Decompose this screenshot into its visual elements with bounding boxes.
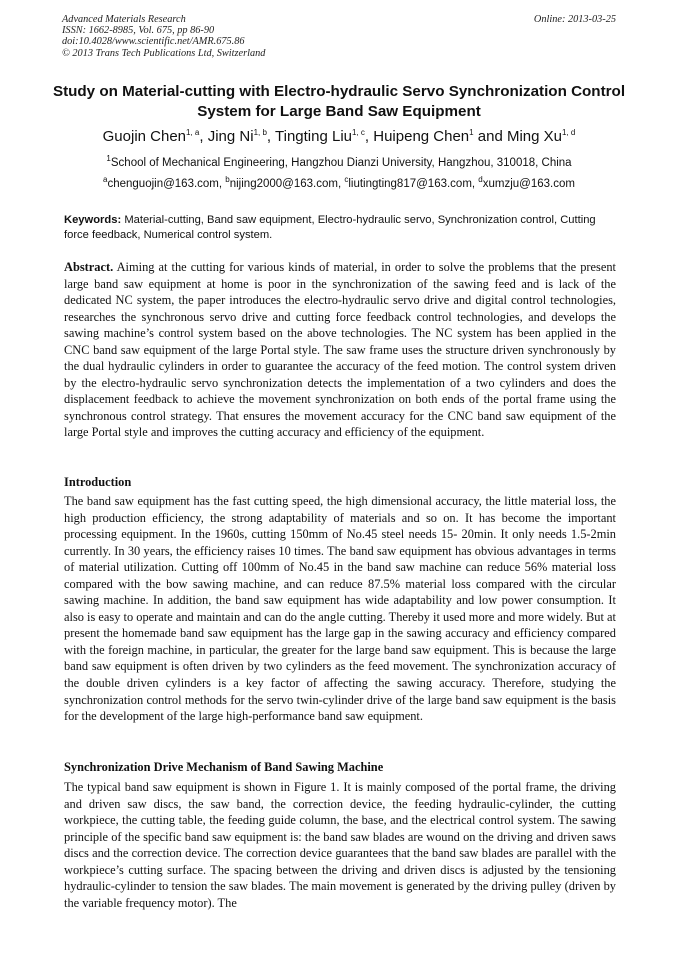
email-separator: , xyxy=(471,178,479,190)
author-name: Guojin Chen xyxy=(102,128,187,145)
author-superscript: 1, a xyxy=(186,128,200,137)
online-date: Online: 2013-03-25 xyxy=(533,14,616,25)
email-address: nijing2000@163.com xyxy=(229,178,338,190)
keywords-text: Material-cutting, Band saw equipment, Electro-hydraulic servo, Synchronization control, Cutting force feedback, Numerical control system. xyxy=(64,214,596,241)
keywords-label: Keywords: xyxy=(64,214,122,226)
keywords xyxy=(64,213,616,243)
journal-header xyxy=(62,14,616,59)
copyright: © 2013 Trans Tech Publications Ltd, Switzerland xyxy=(62,47,266,59)
author-name: Huipeng Chen xyxy=(373,128,470,145)
synchronization-drive-paragraph: The typical band saw equipment is shown in Figure 1. It is mainly composed of the portal frame, the driving and driven saw discs, the saw band, the correction device, the feeding hydraulic-cylinder, the cutting workpiece, the cutting table, the feeding guide column, the base, and the electrical control system. The sawing principle of the specific band saw equipment is: the band saw blades are wound on the driving and driven saws discs and the correction device. The correction device guarantees that the band saw blades are parallel with the workpiece’s cutting surface. The spacing between the driving and driven discs is adjusted by the tensioning hydraulic-cylinder to tension the saw blades. The main movement is generated by the driving pulley (driven by the variable frequency motor). The xyxy=(64,780,616,910)
author-separator: , xyxy=(266,128,275,145)
affiliation-text: School of Mechanical Engineering, Hangzhou Dianzi University, Hangzhou, 310018, China xyxy=(110,157,572,169)
section-heading-introduction: Introduction xyxy=(64,475,132,489)
author-superscript: 1, d xyxy=(562,128,576,137)
section-heading-synchronization-drive: Synchronization Drive Mechanism of Band Sawing Machine xyxy=(64,760,384,774)
introduction-paragraph: The band saw equipment has the fast cutting speed, the high dimensional accuracy, the little material loss, the high production efficiency, the strong adaptability of materials and so on. It has become the important processing equipment. In the 1960s, cutting 150mm of No.45 steel needs 15- 20min. It only needs 1.5-2min currently. In 30 years, the efficiency raises 10 times. The band saw equipment has obvious advantages in terms of material utilization. Cutting off 100mm of No.45 in the band saw machine can reduce 56% material loss compared with the bow sawing machine, and can reduce 87.5% material loss compared with the circular sawing machine. In addition, the band saw equipment has wide adaptability and low power consumption. It also is easy to operate and maintain and can do the angle cutting. Thereby it used more and more widely. But at present the homemade band saw equipment has the large gap in the sawing accuracy and efficiency compared with the foreign machine, in particular, the greater for the large band saw equipment. This is because the large band saw equipment is often driven by two cylinders as the feed movement. The synchronization accuracy of the double driven cylinders is a key factor of affecting the sawing accuracy. Therefore, studying the synchronization control methods for the servo twin-cylinder drive of the large band saw equipment is the basis for the development of the large high-performance band saw equipment. xyxy=(64,494,616,724)
author-superscript: 1, b xyxy=(253,128,267,137)
author-name: Tingting Liu xyxy=(275,128,352,145)
email-superscript: b xyxy=(225,175,230,185)
email-superscript: a xyxy=(103,175,108,185)
abstract xyxy=(64,259,616,441)
email-list xyxy=(40,176,638,192)
doi: doi:10.4028/www.scientific.net/AMR.675.86 xyxy=(62,36,245,48)
author-list xyxy=(40,128,638,146)
author-separator: and xyxy=(473,128,507,145)
email-address: liutingting817@163.com xyxy=(348,178,472,190)
author-separator: , xyxy=(364,128,374,145)
author-name: Ming Xu xyxy=(506,128,563,145)
issn: ISSN: 1662-8985, Vol. 675, pp 86-90 xyxy=(62,25,215,37)
abstract-text: Aiming at the cutting for various kinds of material, in order to solve the problems that the present large band saw equipment at home is poor in the synchronization of the sawing feed and is lack of the dedicated NC system, the paper introduces the electro-hydraulic servo drive and digital control technologies, researches the synchronous servo drive and cutting force feedback control technologies, and develops the sawing machine’s control system based on the above technologies. The NC system has been applied in the CNC band saw equipment of the large Portal style. The saw frame uses the structure driven synchronously by the dual hydraulic cylinders in order to guarantee the accuracy of the feed motion. The control system driven by the electro-hydraulic servo synchronization detects the implementation of a two cylinders and does the displacement feedback to achieve the movement synchronization on both ends of the portal frame using the synchronous control strategy. That ensures the movement accuracy for the CNC band saw equipment of the large Portal style and improves the cutting accuracy and efficiency of the equipment. xyxy=(64,260,616,440)
email-separator: , xyxy=(337,178,345,190)
abstract-label: Abstract. xyxy=(64,260,114,274)
journal-name: Advanced Materials Research xyxy=(62,14,186,25)
email-separator: , xyxy=(218,178,226,190)
email-address: chenguojin@163.com xyxy=(107,178,219,190)
email-address: xumzju@163.com xyxy=(482,178,575,190)
author-separator: , xyxy=(199,128,208,145)
paper-title: Study on Material-cutting with Electro-hydraulic Servo Synchronization Control System for Large Band Saw Equipment xyxy=(52,83,626,120)
email-superscript: c xyxy=(344,175,349,185)
affiliation-superscript: 1 xyxy=(106,154,111,164)
author-superscript: 1, c xyxy=(352,128,365,137)
author-superscript: 1 xyxy=(469,128,474,137)
affiliation xyxy=(40,155,638,171)
email-superscript: d xyxy=(478,175,483,185)
author-name: Jing Ni xyxy=(207,128,254,145)
